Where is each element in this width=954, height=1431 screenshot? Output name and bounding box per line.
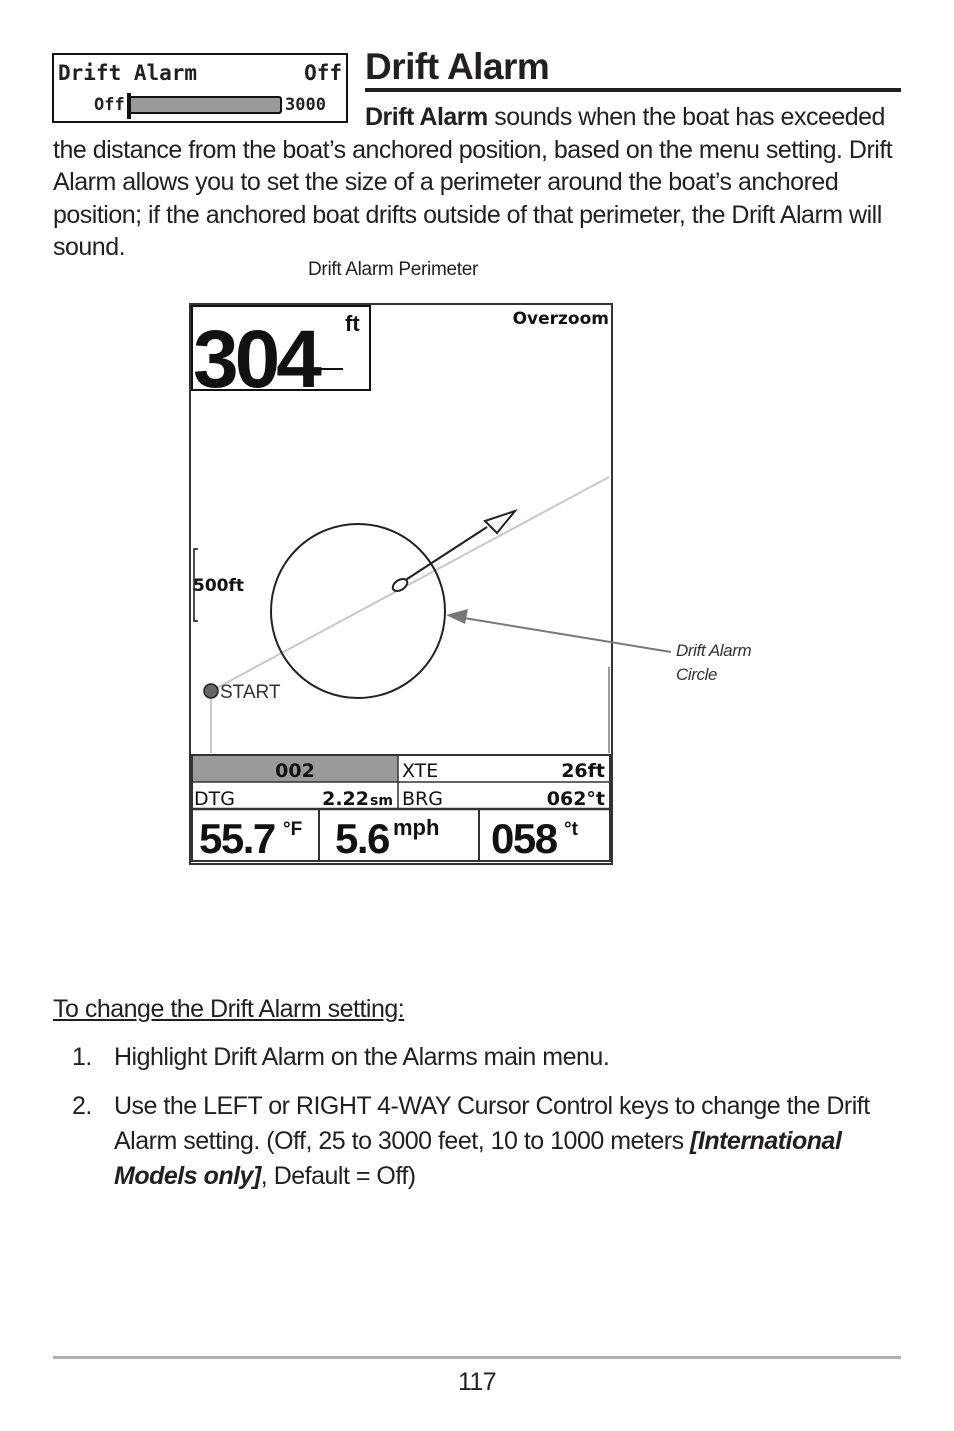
- dtg-label: DTG: [194, 788, 235, 810]
- depth-value: 304: [193, 314, 318, 405]
- start-label: START: [220, 682, 281, 703]
- figure-caption: Drift Alarm Perimeter: [308, 259, 479, 280]
- step-text: Highlight Drift Alarm on the Alarms main menu.: [114, 1043, 610, 1071]
- step-number: 2.: [72, 1092, 92, 1120]
- start-marker-icon: [204, 684, 218, 698]
- menu-item-value: Off: [304, 61, 342, 85]
- steps-heading: To change the Drift Alarm setting:: [53, 995, 405, 1023]
- title-rule: [365, 88, 901, 92]
- step-text-b: , Default = Off): [260, 1162, 416, 1190]
- step-text-a: Use the LEFT or RIGHT 4-WAY Cursor Control keys to change the Drift Alarm setting. (Off, 25 to 3000 feet, 10 to 1000 meters: [114, 1092, 870, 1155]
- step-text: [114, 1089, 892, 1194]
- dtg-unit: sm: [370, 793, 393, 809]
- zoom-label: Overzoom: [512, 309, 609, 329]
- heading-value: 058: [491, 815, 557, 862]
- step-item: [72, 1089, 892, 1194]
- speed-value: 5.6: [335, 815, 389, 862]
- track-line: [211, 477, 609, 691]
- brg-label: BRG: [402, 788, 443, 810]
- scale-label: 500ft: [193, 576, 245, 596]
- speed-unit: mph: [393, 815, 440, 840]
- dtg-value: 2.22: [322, 788, 369, 810]
- depth-unit: ft: [345, 311, 360, 336]
- intro-text: sounds when the boat has exceeded the distance from the boat’s anchored position, based on the menu setting. Drift Alarm allows you to set the size of a perimeter around the boat’s anchored position; if the anchored boat drifts outside of that perimeter, the Drift Alarm will sound.: [53, 103, 893, 261]
- screen-drawing: [191, 305, 611, 863]
- temperature-value: 55.7: [199, 815, 275, 862]
- callout-label: [676, 639, 751, 687]
- xte-value: 26ft: [561, 760, 605, 782]
- callout-line-1: Drift Alarm: [676, 641, 752, 660]
- step-item: [72, 1040, 892, 1075]
- route-number: 002: [275, 760, 315, 782]
- heading-unit: °t: [564, 819, 578, 840]
- page-number: 117: [457, 1368, 497, 1396]
- temperature-unit: °F: [283, 819, 303, 840]
- xte-label: XTE: [402, 760, 439, 782]
- slider-min-label: Off: [94, 95, 125, 115]
- slider-max-label: 3000: [285, 95, 326, 115]
- section-title: Drift Alarm: [365, 46, 550, 87]
- callout-line-2: Circle: [676, 665, 718, 684]
- intro-bold-term: Drift Alarm: [365, 103, 488, 131]
- course-line: [404, 527, 487, 581]
- step-italic-note: [International Models only]: [114, 1127, 842, 1190]
- footer-rule: [53, 1356, 901, 1359]
- step-number: 1.: [72, 1043, 92, 1071]
- fishfinder-screen: [189, 303, 613, 865]
- menu-item-label: Drift Alarm: [58, 61, 198, 85]
- brg-value: 062°t: [546, 788, 605, 810]
- intro-paragraph: [53, 101, 901, 264]
